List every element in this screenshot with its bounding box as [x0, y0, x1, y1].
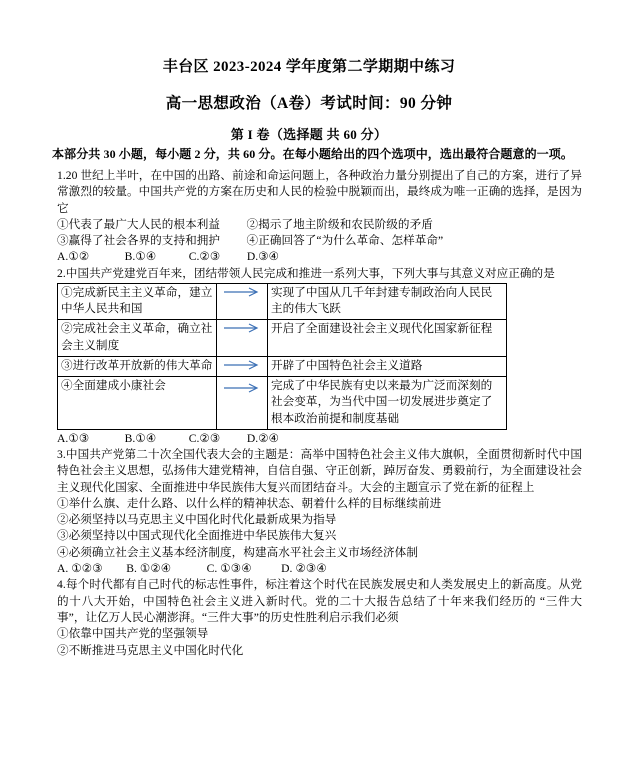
question-1-suboption-row-2: ③赢得了社会各界的支持和拥护 ④正确回答了“为什么革命、怎样革命”	[57, 234, 444, 248]
question-2-answer-choices[interactable]: A.①③ B.①④ C.②③ D.②④	[57, 431, 280, 445]
question-2-stem-line-1: 2.中国共产党建党百年来，团结带领人民完成和推进一系列大事，下列大事与其意义对	[57, 266, 497, 280]
question-3	[57, 447, 582, 577]
question-1	[57, 163, 582, 266]
section-instruction: 本部分共 30 小题，每小题 2 分，共 60 分。在每小题给出的四个选项中，选出最符合题意的一项。	[52, 147, 574, 161]
table-cell-event: ③进行改革开放新的伟大革命	[58, 356, 217, 376]
question-4-suboption-2: ②不断推进马克思主义中国化时代化	[57, 643, 244, 657]
table-row	[58, 377, 507, 430]
question-3-stem	[57, 447, 582, 496]
table-cell-event: ①完成新民主主义革命，建立中华人民共和国	[58, 284, 217, 320]
question-3-stem-line-4: 斗。大会的主题宣示了党在新的征程上	[336, 480, 535, 494]
question-3-stem-line-1: 3.中国共产党第二十次全国代表大会的主题是：高举中国特色社会主义伟大旗帜，全面	[57, 448, 500, 461]
table-row	[58, 284, 507, 320]
table-row	[58, 356, 507, 376]
question-1-answer-choices[interactable]: A.①② B.①④ C.②③ D.③④	[57, 250, 280, 264]
question-4	[57, 577, 582, 658]
question-4-suboption-1: ①依靠中国共产党的坚强领导	[57, 627, 209, 641]
question-3-stem-line-3: 发、勇毅前行，为全面建设社会主义现代化国家、全面推进中华民族伟大复兴而团结奋	[57, 464, 583, 494]
question-4-stem-line-1: 4.每个时代都有自己时代的标志性事件，标注着这个时代在民族发展史和人类发展史上	[57, 578, 500, 592]
question-1-stem-line-1: 1.20 世纪上半叶，在中国的出路、前途和命运问题上，各种政治力量分别提出了自己的	[57, 169, 501, 182]
page-title-subject: 高一思想政治（A卷）考试时间：90 分钟	[165, 95, 453, 112]
question-4-stem-line-2: 的新高度。从党的十八大开始，中国特色社会主义进入新时代。党的二十大报告总结了	[57, 578, 582, 608]
table-cell-event: ②完成社会主义革命，确立社会主义制度	[58, 320, 217, 356]
arrow-right-icon	[217, 320, 268, 356]
question-3-stem-line-2: 贯彻新时代中国特色社会主义思想，弘扬伟大建党精神，自信自强、守正创新，踔厉奋	[57, 448, 582, 478]
table-cell-meaning: 完成了中华民族有史以来最为广泛而深刻的社会变革，为当代中国一切发展进步奠定了根本政治前提和制度基础	[268, 377, 507, 430]
question-3-answer-choices[interactable]: A. ①②③ B. ①②④ C. ①③④ D. ②③④	[57, 562, 327, 576]
questions-container	[0, 163, 618, 659]
table-cell-meaning: 开启了全面建设社会主义现代化国家新征程	[268, 320, 507, 356]
table-row	[58, 320, 507, 356]
question-1-stem	[57, 168, 582, 217]
question-3-suboption-1: ①举什么旗、走什么路、以什么样的精神状态、朝着什么样的目标继续前进	[57, 496, 442, 510]
table-cell-event: ④全面建成小康社会	[58, 377, 217, 430]
question-4-stem-line-4: 示我们必须	[340, 610, 399, 624]
question-4-stem	[57, 577, 582, 626]
question-1-suboption-row-1: ①代表了最广大人民的根本利益 ②揭示了地主阶级和农民阶级的矛盾	[57, 217, 433, 231]
question-3-suboption-3: ③必须坚持以中国式现代化全面推进中华民族伟大复兴	[57, 529, 337, 543]
page-title-school: 丰台区 2023-2024 学年度第二学期期中练习	[162, 59, 456, 75]
matching-table	[57, 283, 507, 430]
question-1-stem-line-3: 终成为唯一正确的选择，是因为它	[57, 185, 583, 215]
question-2-stem-line-2: 应正确的是	[496, 266, 555, 280]
question-1-stem-line-2: 方案，进行了异常激烈的较量。中国共产党的方案在历史和人民的检验中脱颖而出，最	[57, 169, 582, 199]
question-4-stem-line-3: 十年来我们经历的 “三件大事”，让亿万人民心潮澎湃。“三件大事”的历史性胜利启	[57, 594, 582, 624]
question-2	[57, 266, 582, 447]
arrow-right-icon	[217, 356, 268, 376]
question-3-suboption-2: ②必须坚持以马克思主义中国化时代化最新成果为指导	[57, 513, 337, 527]
question-2-stem	[57, 266, 582, 282]
table-cell-meaning: 实现了中国从几千年封建专制政治向人民民主的伟大飞跃	[268, 284, 507, 320]
paper-section-title: 第 I 卷（选择题 共 60 分）	[230, 127, 388, 142]
table-cell-meaning: 开辟了中国特色社会主义道路	[268, 356, 507, 376]
arrow-right-icon	[217, 284, 268, 320]
arrow-right-icon	[217, 377, 268, 430]
question-3-suboption-4: ④必须确立社会主义基本经济制度，构建高水平社会主义市场经济体制	[57, 545, 418, 559]
